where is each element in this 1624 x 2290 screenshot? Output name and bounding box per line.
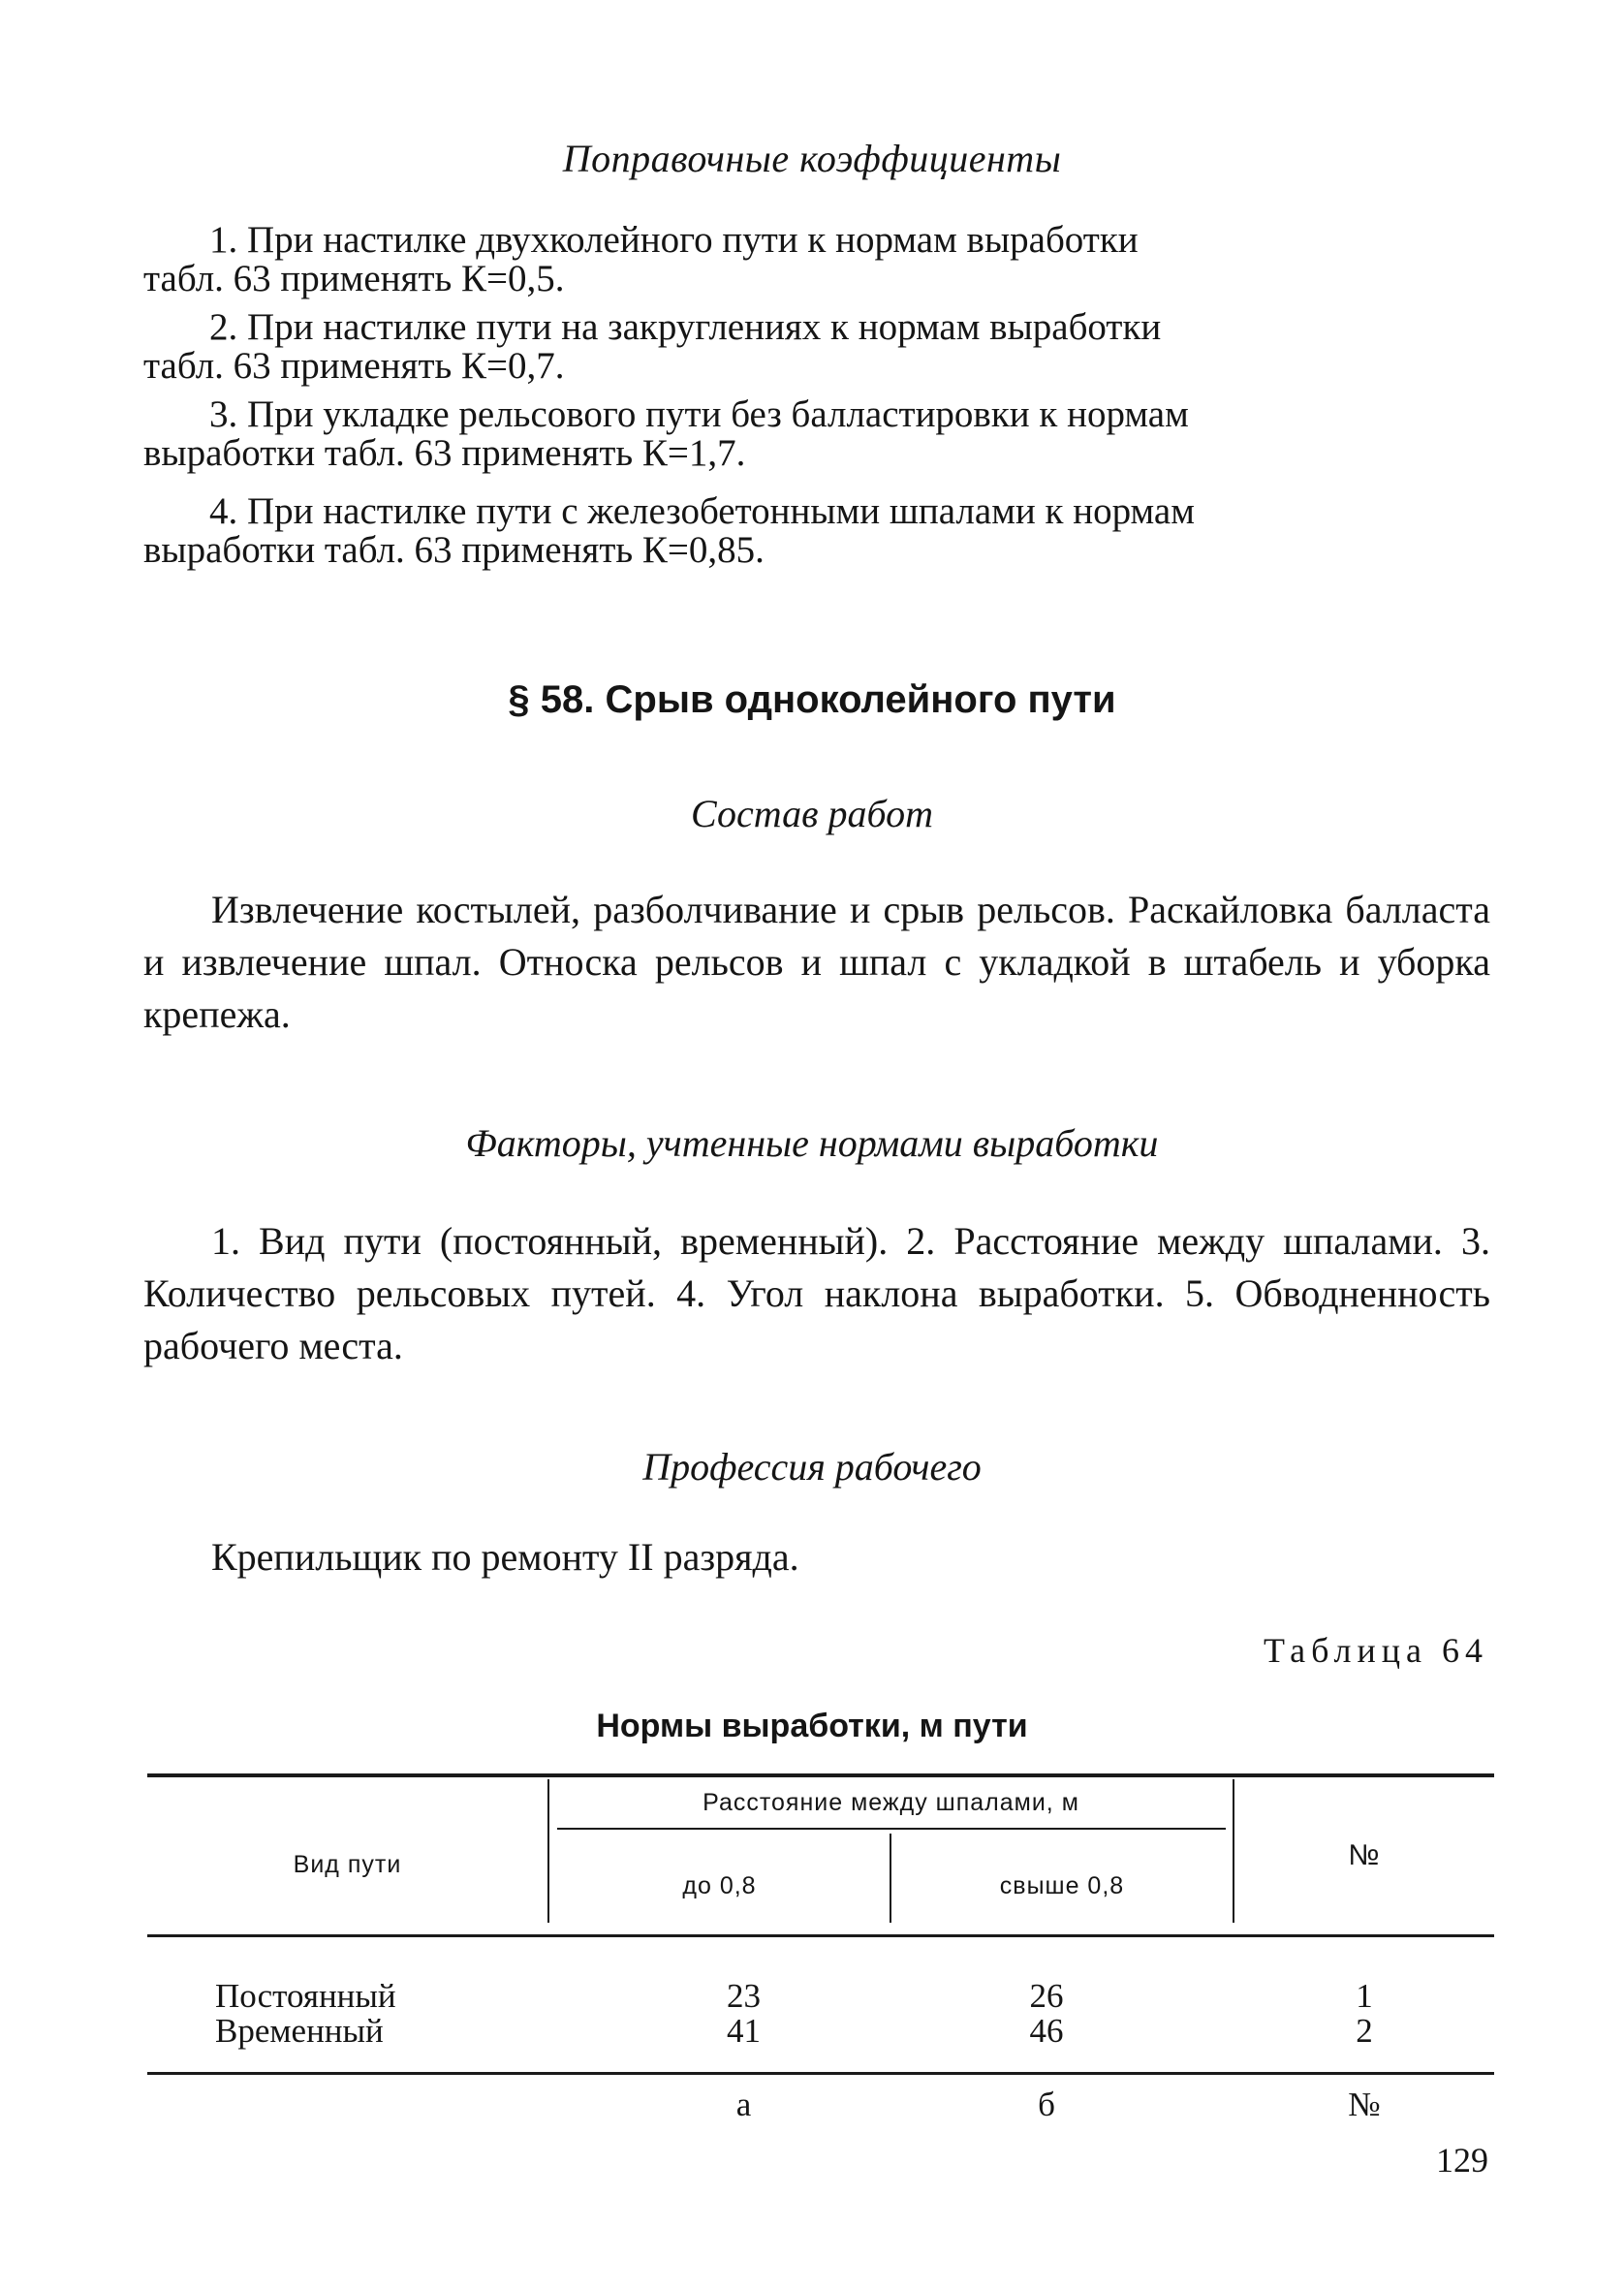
factors-heading: Факторы, учтенные нормами выработки [465, 1121, 1159, 1165]
header-over-0-8: свыше 0,8 [999, 1872, 1125, 1899]
footer-a: а [735, 2086, 752, 2123]
coefficient-item-4-line-2: выработки табл. 63 применять К=0,85. [143, 529, 765, 571]
row-2-type: Временный [215, 2012, 384, 2050]
coefficient-item-2-line-1: 2. При настилке пути на закруглениях к нормам выработки [209, 306, 1162, 348]
table-title: Нормы выработки, м пути [596, 1708, 1028, 1744]
table-header-rule [147, 1934, 1494, 1937]
footer-b: б [1038, 2086, 1055, 2123]
coefficient-item-4 [143, 492, 1490, 570]
coefficient-item-2-line-2: табл. 63 применять К=0,7. [143, 345, 565, 387]
table-group-rule [557, 1828, 1226, 1830]
header-up-to-0-8: до 0,8 [682, 1872, 757, 1899]
header-number: № [1348, 1839, 1381, 1871]
coefficient-item-3-line-1: 3. При укладке рельсового пути без балластировки к нормам [209, 393, 1189, 435]
row-1-number: 1 [1356, 1977, 1373, 2015]
coefficient-item-1 [143, 221, 1490, 298]
profession-text: Крепильщик по ремонту II разряда. [211, 1535, 799, 1579]
table-label: Таблица 64 [1264, 1631, 1488, 1670]
coefficient-item-3 [143, 395, 1490, 473]
header-type: Вид пути [293, 1851, 402, 1878]
row-2-b: 46 [1029, 2012, 1064, 2050]
row-1-b: 26 [1029, 1977, 1064, 2015]
row-2-number: 2 [1356, 2012, 1373, 2050]
coefficient-item-1-line-2: табл. 63 применять К=0,5. [143, 258, 565, 299]
coefficient-item-4-line-1: 4. При настилке пути с железобетонными шпалами к нормам [209, 490, 1195, 532]
coefficients-heading: Поправочные коэффициенты [562, 137, 1062, 180]
factors-text: 1. Вид пути (постоянный, временный). 2. Расстояние между шпалами. 3. Количество рельсовых путей. 4. Угол наклона выработки. 5. Обводненность рабочего места. [143, 1219, 1490, 1367]
coefficient-item-1-line-1: 1. При настилке двухколейного пути к нормам выработки [209, 219, 1139, 261]
row-2-a: 41 [727, 2012, 761, 2050]
work-heading: Состав работ [691, 792, 933, 835]
section-title: § 58. Срыв одноколейного пути [508, 678, 1116, 721]
row-1-a: 23 [727, 1977, 761, 2015]
table-bottom-rule [147, 2072, 1494, 2075]
page-number: 129 [1436, 2141, 1488, 2180]
coefficient-item-3-line-2: выработки табл. 63 применять К=1,7. [143, 432, 746, 474]
row-1-type: Постоянный [215, 1977, 396, 2015]
work-text: Извлечение костылей, разболчивание и срыв рельсов. Раскайловка балласта и извлечение шпал. Относка рельсов и шпал с укладкой в штабель и уборка крепежа. [143, 888, 1490, 1036]
coefficient-item-2 [143, 308, 1490, 386]
profession-heading: Профессия рабочего [642, 1445, 982, 1489]
footer-number: № [1348, 2086, 1381, 2123]
table-top-rule [147, 1773, 1494, 1777]
header-distance-group: Расстояние между шпалами, м [703, 1789, 1079, 1816]
